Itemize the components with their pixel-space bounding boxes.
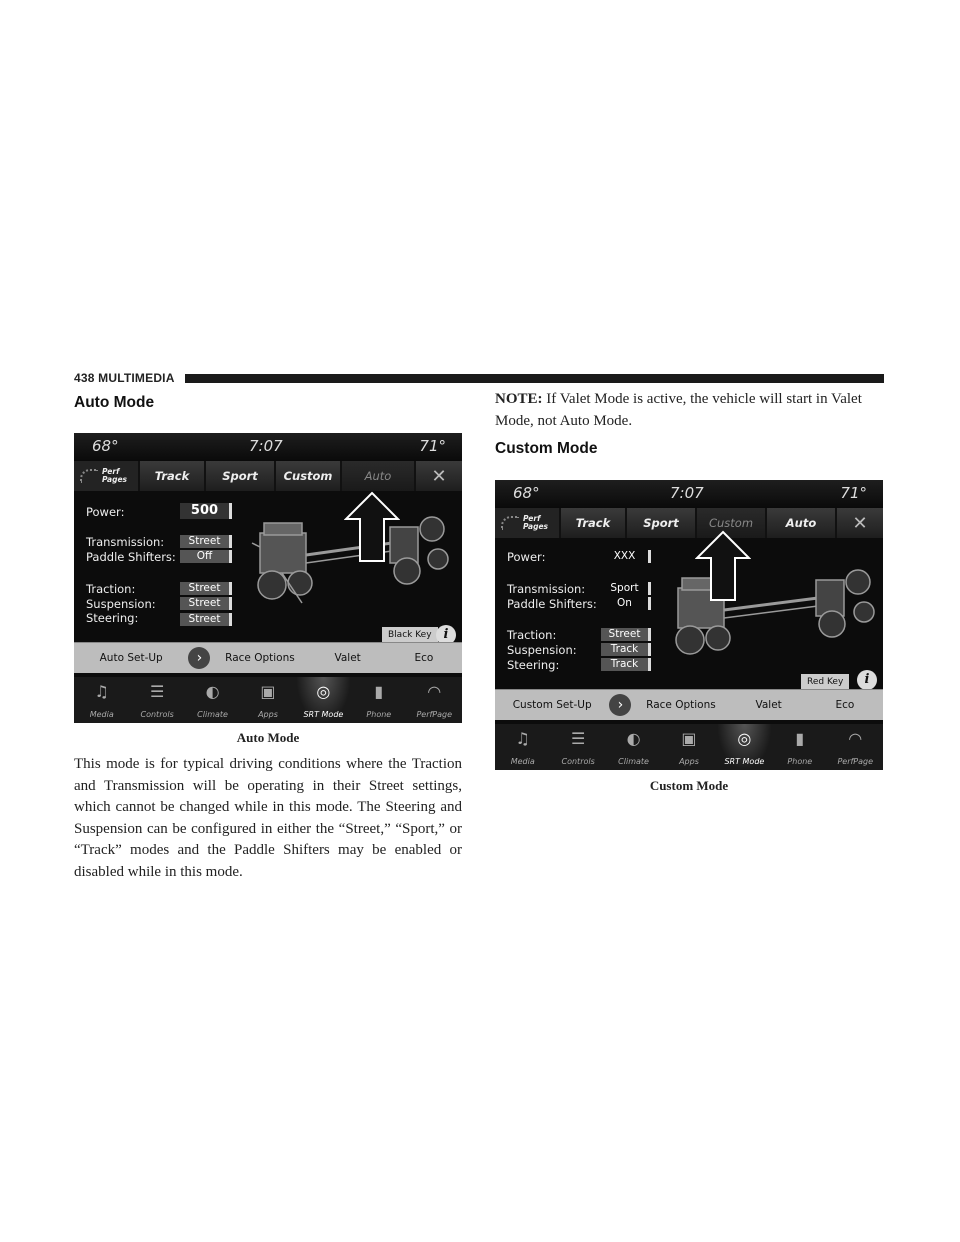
dock-apps[interactable]: ▣ Apps [240, 677, 295, 723]
value-suspension: Track [601, 643, 651, 656]
arrow-up-icon [344, 491, 400, 563]
label-traction: Traction: [86, 582, 136, 596]
label-power: Power: [86, 505, 125, 519]
phone-signal-icon: ▮ [795, 729, 805, 748]
header-rule [185, 374, 884, 383]
dock-media[interactable]: ♫ Media [495, 724, 550, 770]
seat-icon: ☰ [149, 682, 165, 701]
chevron-right-icon[interactable]: › [188, 647, 210, 669]
temp-right: 71° [419, 437, 446, 455]
dock-perfpage[interactable]: ◠ PerfPage [407, 677, 462, 723]
close-icon[interactable]: ✕ [416, 461, 462, 491]
action-bar [495, 689, 883, 720]
bottom-dock [495, 724, 883, 770]
value-traction: Street [601, 628, 651, 641]
seat-icon: ☰ [570, 729, 586, 748]
dock-srt-mode[interactable]: ◎ SRT Mode [717, 724, 772, 770]
valet-button[interactable]: Valet [755, 699, 782, 711]
caption-custom-mode: Custom Mode [649, 778, 729, 793]
mode-tabs [495, 508, 883, 538]
steering-wheel-icon: ◎ [316, 682, 331, 701]
status-bar [74, 433, 462, 461]
screen-custom-mode [495, 480, 883, 770]
tab-sport[interactable]: Sport [206, 461, 276, 491]
music-note-icon: ♫ [94, 682, 109, 701]
dock-controls[interactable]: ☰ Controls [129, 677, 184, 723]
auto-setup-button[interactable]: Auto Set-Up [99, 652, 163, 664]
value-suspension: Street [180, 597, 232, 610]
tab-perf-pages[interactable]: Perf Pages [495, 508, 561, 538]
label-power: Power: [507, 550, 546, 564]
clock: 7:07 [249, 437, 283, 455]
race-options-button[interactable]: Race Options [225, 652, 295, 664]
phone-signal-icon: ▮ [374, 682, 384, 701]
dock-perfpage[interactable]: ◠ PerfPage [828, 724, 883, 770]
value-transmission: Sport [601, 582, 651, 595]
mode-tabs [74, 461, 462, 491]
label-transmission: Transmission: [507, 582, 586, 596]
custom-setup-button[interactable]: Custom Set-Up [512, 699, 592, 711]
heading-auto-mode: Auto Mode [74, 394, 155, 411]
auto-mode-description: This mode is for typical driving conditions where the Traction and Transmission will be operating in their Street settings, which cannot be changed while in this mode. The Steering and Suspension can be configured in either the “Street,” “Sport,” or “Track” modes and the Paddle Shifters may be enabled or disabled while in this mode. [74, 756, 462, 880]
label-transmission: Transmission: [86, 535, 165, 549]
action-bar [74, 642, 462, 673]
apps-icon: ▣ [260, 682, 276, 701]
close-icon[interactable]: ✕ [837, 508, 883, 538]
key-badge: Red Key [801, 674, 849, 690]
value-paddle-shifters: Off [180, 550, 232, 563]
tab-track[interactable]: Track [140, 461, 206, 491]
race-options-button[interactable]: Race Options [646, 699, 716, 711]
arrow-up-icon [695, 530, 751, 602]
tab-track[interactable]: Track [561, 508, 627, 538]
tab-auto[interactable]: Auto [767, 508, 837, 538]
valet-button[interactable]: Valet [334, 652, 361, 664]
eco-button[interactable]: Eco [835, 699, 855, 711]
dock-climate[interactable]: ◐ Climate [185, 677, 240, 723]
dock-media[interactable]: ♫ Media [74, 677, 129, 723]
heading-custom-mode: Custom Mode [495, 440, 598, 457]
screen-auto-mode [74, 433, 462, 723]
drivetrain-chassis-image [660, 562, 880, 692]
value-power: 500 [180, 503, 232, 519]
bottom-dock [74, 677, 462, 723]
gauge-icon [80, 469, 98, 483]
dock-srt-mode[interactable]: ◎ SRT Mode [296, 677, 351, 723]
climate-icon: ◐ [626, 729, 641, 748]
info-icon[interactable]: i [436, 625, 456, 645]
chevron-right-icon[interactable]: › [609, 694, 631, 716]
page-header [74, 370, 884, 386]
value-traction: Street [180, 582, 232, 595]
climate-icon: ◐ [205, 682, 220, 701]
speedometer-icon: ◠ [427, 682, 442, 701]
status-bar [495, 480, 883, 508]
gauge-icon [501, 516, 519, 530]
apps-icon: ▣ [681, 729, 697, 748]
value-steering: Track [601, 658, 651, 671]
eco-button[interactable]: Eco [414, 652, 434, 664]
info-icon[interactable]: i [857, 670, 877, 690]
tab-perf-pages[interactable]: Perf Pages [74, 461, 140, 491]
dock-phone[interactable]: ▮ Phone [772, 724, 827, 770]
dock-climate[interactable]: ◐ Climate [606, 724, 661, 770]
label-traction: Traction: [507, 628, 557, 642]
label-suspension: Suspension: [86, 597, 156, 611]
caption-auto-mode: Auto Mode [236, 730, 300, 745]
dock-apps[interactable]: ▣ Apps [661, 724, 716, 770]
temp-right: 71° [840, 484, 867, 502]
value-transmission: Street [180, 535, 232, 548]
dock-controls[interactable]: ☰ Controls [550, 724, 605, 770]
note-text: If Valet Mode is active, the vehicle will start in Valet Mode, not Auto Mode. [495, 391, 862, 429]
value-power: XXX [601, 550, 651, 563]
speedometer-icon: ◠ [848, 729, 863, 748]
tab-custom[interactable]: Custom [697, 508, 767, 538]
note-label: NOTE: [495, 391, 543, 407]
label-paddle-shifters: Paddle Shifters: [86, 550, 176, 564]
label-suspension: Suspension: [507, 643, 577, 657]
dock-phone[interactable]: ▮ Phone [351, 677, 406, 723]
label-steering: Steering: [507, 658, 560, 672]
tab-auto[interactable]: Auto [342, 461, 416, 491]
tab-sport[interactable]: Sport [627, 508, 697, 538]
steering-wheel-icon: ◎ [737, 729, 752, 748]
value-paddle-shifters: On [601, 597, 651, 610]
key-badge: Black Key [382, 627, 438, 643]
temp-left: 68° [92, 437, 119, 455]
value-steering: Street [180, 613, 232, 626]
music-note-icon: ♫ [515, 729, 530, 748]
label-paddle-shifters: Paddle Shifters: [507, 597, 597, 611]
label-steering: Steering: [86, 611, 139, 625]
clock: 7:07 [670, 484, 704, 502]
page-number-section: 438 MULTIMEDIA [74, 371, 175, 385]
note-paragraph [495, 389, 885, 432]
tab-custom[interactable]: Custom [276, 461, 342, 491]
temp-left: 68° [513, 484, 540, 502]
